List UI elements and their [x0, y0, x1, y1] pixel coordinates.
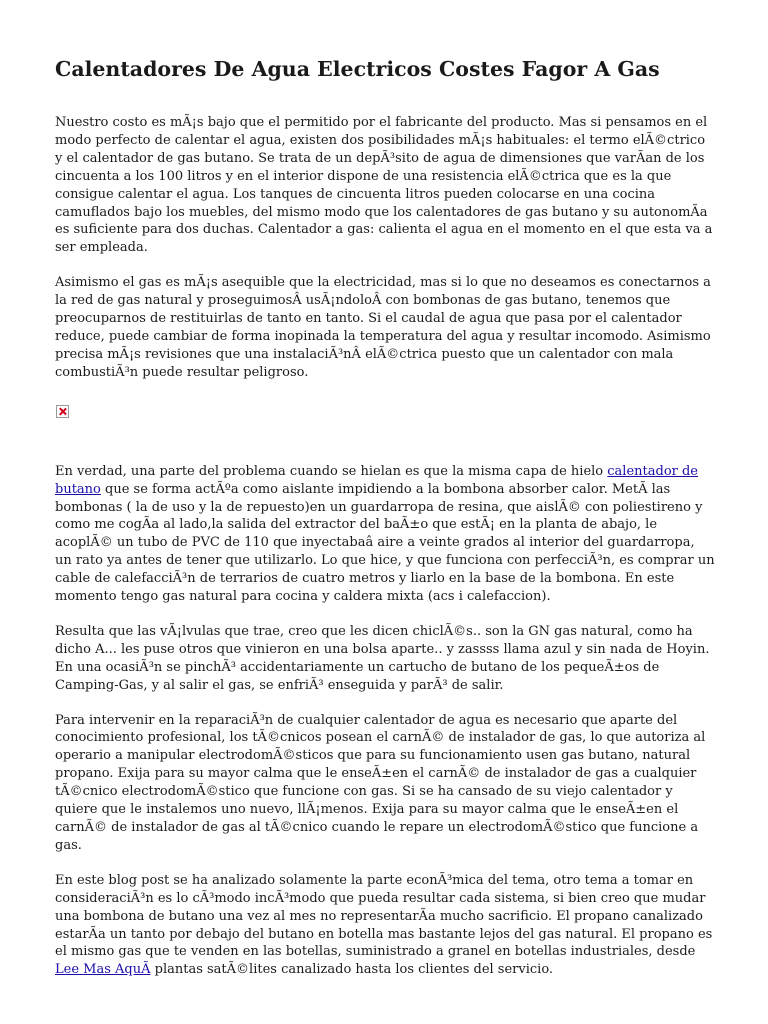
article: [55, 56, 715, 996]
page-title: Calentadores De Agua Electricos Costes Fagor A Gas: [55, 57, 660, 81]
paragraph-5: Para intervenir en la reparaciÃ³n de cualquier calentador de agua es necesario que aparte del conocimiento profesional, los tÃ©cnicos posean el carnÃ© de instalador de gas, lo que autoriza al operario a manipular electrodomÃ©sticos que para su funcionamiento usen gas butano, natural propano. Exija para su mayor calma que le enseÃ±en el carnÃ© de instalador de gas a cualquier tÃ©cnico electrodomÃ©stico que funcione con gas. Si se ha cansado de su viejo calentador y quiere que le instalemos uno nuevo, llÃ¡menos. Exija para su mayor calma que le enseÃ±en el carnÃ© de instalador de gas al tÃ©cnico cuando le repare un electrodomÃ©stico que funcione a gas.: [55, 712, 706, 853]
calentador-de-butano-link[interactable]: calentador de butano: [55, 463, 699, 497]
lee-mas-aqui-link[interactable]: Lee Mas AquÃ: [55, 962, 151, 978]
paragraph-3-text-start: En verdad, una parte del problema cuando se hielan es que la misma capa de hielo: [55, 463, 608, 479]
broken-image-icon: [56, 405, 69, 418]
image-container: [55, 399, 715, 463]
paragraph-1: Nuestro costo es mÃ¡s bajo que el permitido por el fabricante del producto. Mas si pensamos en el modo perfecto de calentar el agua, existen dos posibilidades mÃ¡s habituales: el termo elÃ©ctrico y el calentador de gas butano. Se trata de un depÃ³sito de agua de dimensiones que varÃan de los cincuenta a los 100 litros y en el interior dispone de una resistencia elÃ©ctrica que es la que consigue calentar el agua. Los tanques de cincuenta litros pueden colocarse en una cocina camuflados bajo los muebles, del mismo modo que los calentadores de gas butano y su autonomÃa es suficiente para dos duchas. Calentador a gas: calienta el agua en el momento en el que esta va a ser empleada.: [55, 115, 713, 256]
paragraph-6: [55, 872, 715, 979]
paragraph-2: Asimismo el gas es mÃ¡s asequible que la electricidad, mas si lo que no deseamos es conectarnos a la red de gas natural y proseguimosÂ usÃ¡ndoloÂ con bombonas de gas butano, tenemos que preocuparnos de restituirlas de tanto en tanto. Si el caudal de agua que pasa por el calentador reduce, puede cambiar de forma inopinada la temperatura del agua y resultar incomodo. Asimismo precisa mÃ¡s revisiones que una instalaciÃ³nÂ elÃ©ctrica puesto que un calentador con mala combustiÃ³n puede resultar peligroso.: [55, 275, 711, 380]
paragraph-3: [55, 463, 715, 606]
paragraph-6-text-end: plantas satÃ©lites canalizado hasta los clientes del servicio.: [150, 962, 554, 978]
paragraph-6-text-start: En este blog post se ha analizado solamente la parte econÃ³mica del tema, otro tema a tomar en consideraciÃ³n es lo cÃ³modo incÃ³modo que pueda resultar cada sistema, si bien creo que mudar una bombona de butano una vez al mes no representarÃa mucho sacrificio. El propano canalizado estarÃa un tanto por debajo del butano en botella mas bastante lejos del gas natural. El propano es el mismo gas que te venden en las botellas, suministrado a granel en botellas industriales, desde: [55, 872, 713, 960]
paragraph-3-text-end: que se forma actÃºa como aislante impidiendo a la bombona absorber calor. MetÃ las bombonas ( la de uso y la de repuesto)en un guardarropa de resina, que aislÃ© con poliestireno y como me cogÃa al lado,la salida del extractor del baÃ±o que estÃ¡ en la planta de abajo, le acoplÃ© un tubo de PVC de 110 que inyectabaâ aire a veinte grados al interior del guardarropa, un rato ya antes de tener que utilizarlo. Lo que hice, y que funciona con perfecciÃ³n, es comprar un cable de calefacciÃ³n de terrarios de cuatro metros y liarlo en la base de la bombona. En este momento tengo gas natural para cocina y caldera mixta (acs i calefaccion).: [55, 481, 715, 605]
paragraph-4: Resulta que las vÃ¡lvulas que trae, creo que les dicen chiclÃ©s.. son la GN gas natural, como ha dicho A... les puse otros que vinieron en una bolsa aparte.. y zassss llama azul y sin nada de Hoyin. En una ocasiÃ³n se pinchÃ³ accidentariamente un cartucho de butano de los pequeÃ±os de Camping-Gas, y al salir el gas, se enfriÃ³ enseguida y parÃ³ de salir.: [55, 623, 710, 693]
